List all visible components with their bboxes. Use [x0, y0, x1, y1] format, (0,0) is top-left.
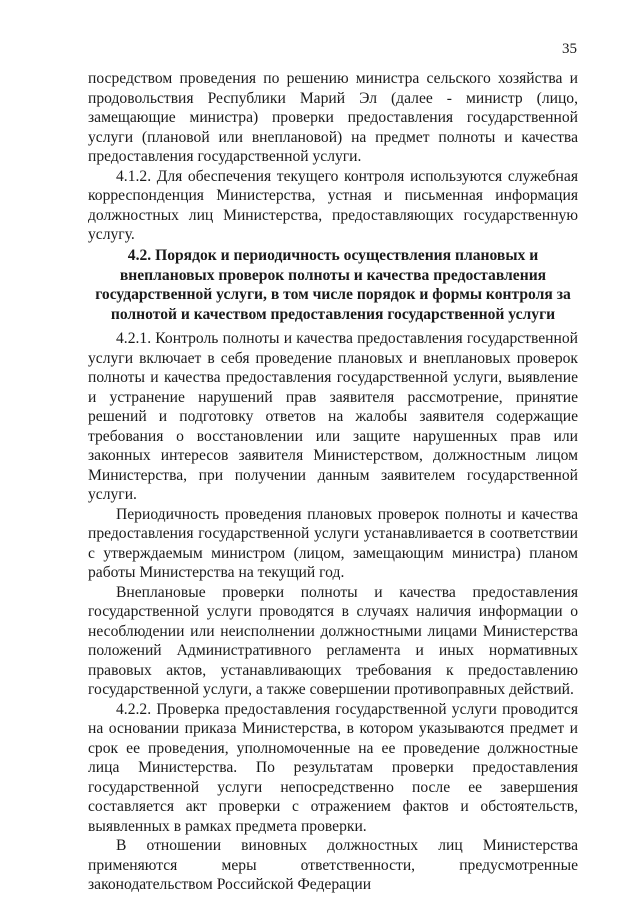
paragraph-unplanned-checks: Внеплановые проверки полноты и качества предоставления государственной услуги проводятся в случаях наличия информации о несоблюдении или неисполнении должностными лицами Министерства положений Административного регламента и иных нормативных правовых актов, устанавливающих требования к предоставлению государственной услуги, а также совершении противоправных действий.	[88, 583, 578, 698]
section-text-block	[88, 329, 578, 895]
page-number: 35	[562, 41, 577, 57]
intro-text-block	[88, 69, 578, 245]
paragraph-planned-checks: Периодичность проведения плановых проверок полноты и качества предоставления государственной услуги устанавливается в соответствии с утверждаемым министром (лицом, замещающим министра) планом работы Министерства на текущий год.	[88, 505, 578, 581]
paragraph-liability: В отношении виновных должностных лиц Министерства применяются меры ответственности, предусмотренные законодательством Российской Федерации	[88, 837, 578, 893]
paragraph-4-2-1: 4.2.1. Контроль полноты и качества предоставления государственной услуги включает в себя проведение плановых и внеплановых проверок полноты и качества предоставления государственной услуги, выявление и устранение нарушений прав заявителя рассмотрение, принятие решений и подготовку ответов на жалобы заявителя содержащие требования о восстановлении или защите нарушенных прав или законных интересов заявителя Министерством, должностным лицом Министерства, при получении данным заявителем государственной услуги.	[88, 330, 578, 503]
section-heading-4-2: 4.2. Порядок и периодичность осуществления плановых и внеплановых проверок полноты и качества предоставления государственной услуги, в том числе порядок и формы контроля за полнотой и качеством предоставления государственной услуги	[95, 247, 571, 323]
paragraph-4-1-2: 4.1.2. Для обеспечения текущего контроля используются служебная корреспонденция Министерства, устная и письменная информация должностных лиц Министерства, предоставляющих государственную услугу.	[88, 167, 578, 243]
paragraph-continuation: посредством проведения по решению министра сельского хозяйства и продовольствия Республики Марий Эл (далее - министр (лицо, замещающие министра) проверки предоставления государственной услуги (плановой или внеплановой) на предмет полноты и качества предоставления государственной услуги.	[88, 70, 578, 165]
paragraph-4-2-2: 4.2.2. Проверка предоставления государственной услуги проводится на основании приказа Министерства, в котором указываются предмет и срок ее проведения, уполномоченные на ее проведение должностные лица Министерства. По результатам проверки предоставления государственной услуги непосредственно после ее завершения составляется акт проверки с отражением фактов и обстоятельств, выявленных в рамках предмета проверки.	[88, 700, 578, 835]
